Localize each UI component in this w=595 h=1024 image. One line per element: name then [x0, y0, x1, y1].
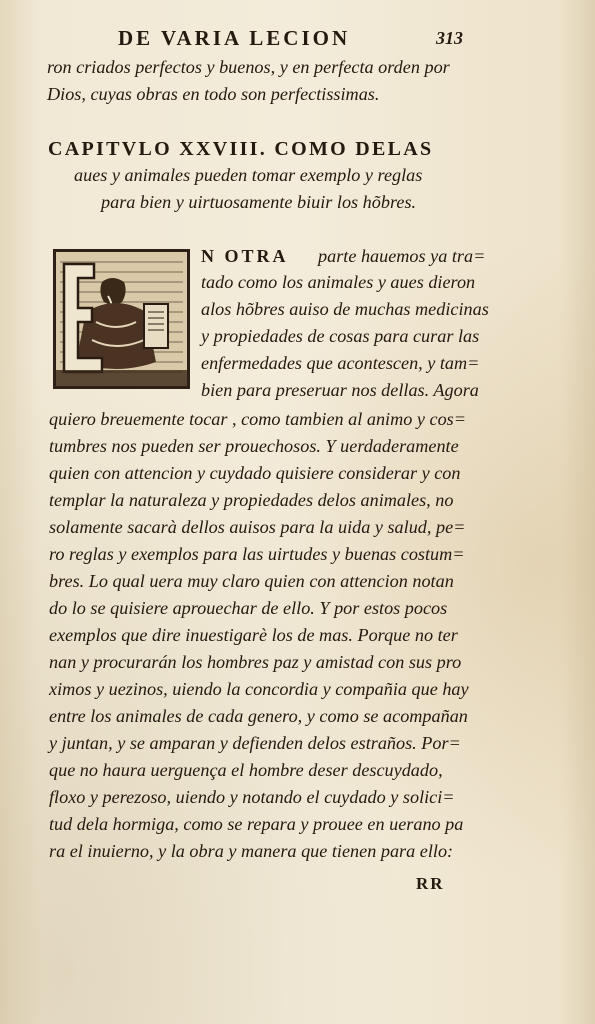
body-line: solamente sacarà dellos auisos para la uida y salud, pe=	[49, 517, 466, 537]
body-line: tud dela hormiga, como se repara y prouee en uerano pa	[49, 814, 464, 834]
top-line: ron criados perfectos y buenos, y en perfecta orden por	[47, 57, 450, 77]
body-line: quiero breuemente tocar , como tambien al animo y cos=	[49, 409, 467, 429]
chapter-subtitle-line: para bien y uirtuosamente biuir los hõbres.	[101, 192, 417, 212]
body-line: alos hõbres auiso de muchas medicinas	[201, 299, 489, 319]
body-line: y propiedades de cosas para curar las	[201, 326, 480, 346]
body-line: que no haura uerguença el hombre deser descuydado,	[49, 760, 443, 780]
chapter-subtitle-line: aues y animales pueden tomar exemplo y reglas	[74, 165, 423, 185]
body-line: bres. Lo qual uera muy claro quien con attencion notan	[49, 571, 454, 591]
chapter-title: CAPITVLO XXVIII. COMO DELAS	[48, 138, 434, 160]
body-line: ro reglas y exemplos para las uirtudes y buenas costum=	[49, 544, 465, 564]
signature-mark: RR	[416, 874, 445, 893]
opening-capitals: N OTRA	[201, 246, 289, 266]
body-line: tumbres nos pueden ser prouechosos. Y uerdaderamente	[49, 436, 459, 456]
opening-line: parte hauemos ya tra=	[318, 246, 486, 266]
decorated-initial	[53, 249, 190, 389]
body-line: ximos y uezinos, uiendo la concordia y compañia que hay	[49, 679, 469, 699]
scholar-woodcut-icon	[56, 252, 187, 386]
body-line: quien con attencion y cuydado quisiere considerar y con	[49, 463, 461, 483]
body-line: tado como los animales y aues dieron	[201, 272, 476, 292]
body-line: ra el inuierno, y la obra y manera que tienen para ello:	[49, 841, 454, 861]
page-number: 313	[436, 28, 463, 48]
body-line: entre los animales de cada genero, y como se acompañan	[49, 706, 468, 726]
top-line: Dios, cuyas obras en todo son perfectissimas.	[47, 84, 380, 104]
running-title: DE VARIA LECION	[118, 26, 351, 50]
body-line: y juntan, y se amparan y defienden delos estraños. Por=	[49, 733, 461, 753]
body-line: do lo se quisiere aprouechar de ello. Y por estos pocos	[49, 598, 448, 618]
body-line: templar la naturaleza y propiedades delos animales, no	[49, 490, 454, 510]
body-line: floxo y perezoso, uiendo y notando el cuydado y solici=	[49, 787, 455, 807]
page-header	[0, 26, 595, 54]
body-line: enfermedades que acontescen, y tam=	[201, 353, 480, 373]
body-line: nan y procurarán los hombres paz y amistad con sus pro	[49, 652, 462, 672]
body-line: exemplos que dire inuestigarè los de mas. Porque no ter	[49, 625, 458, 645]
body-line: bien para preseruar nos dellas. Agora	[201, 380, 479, 400]
